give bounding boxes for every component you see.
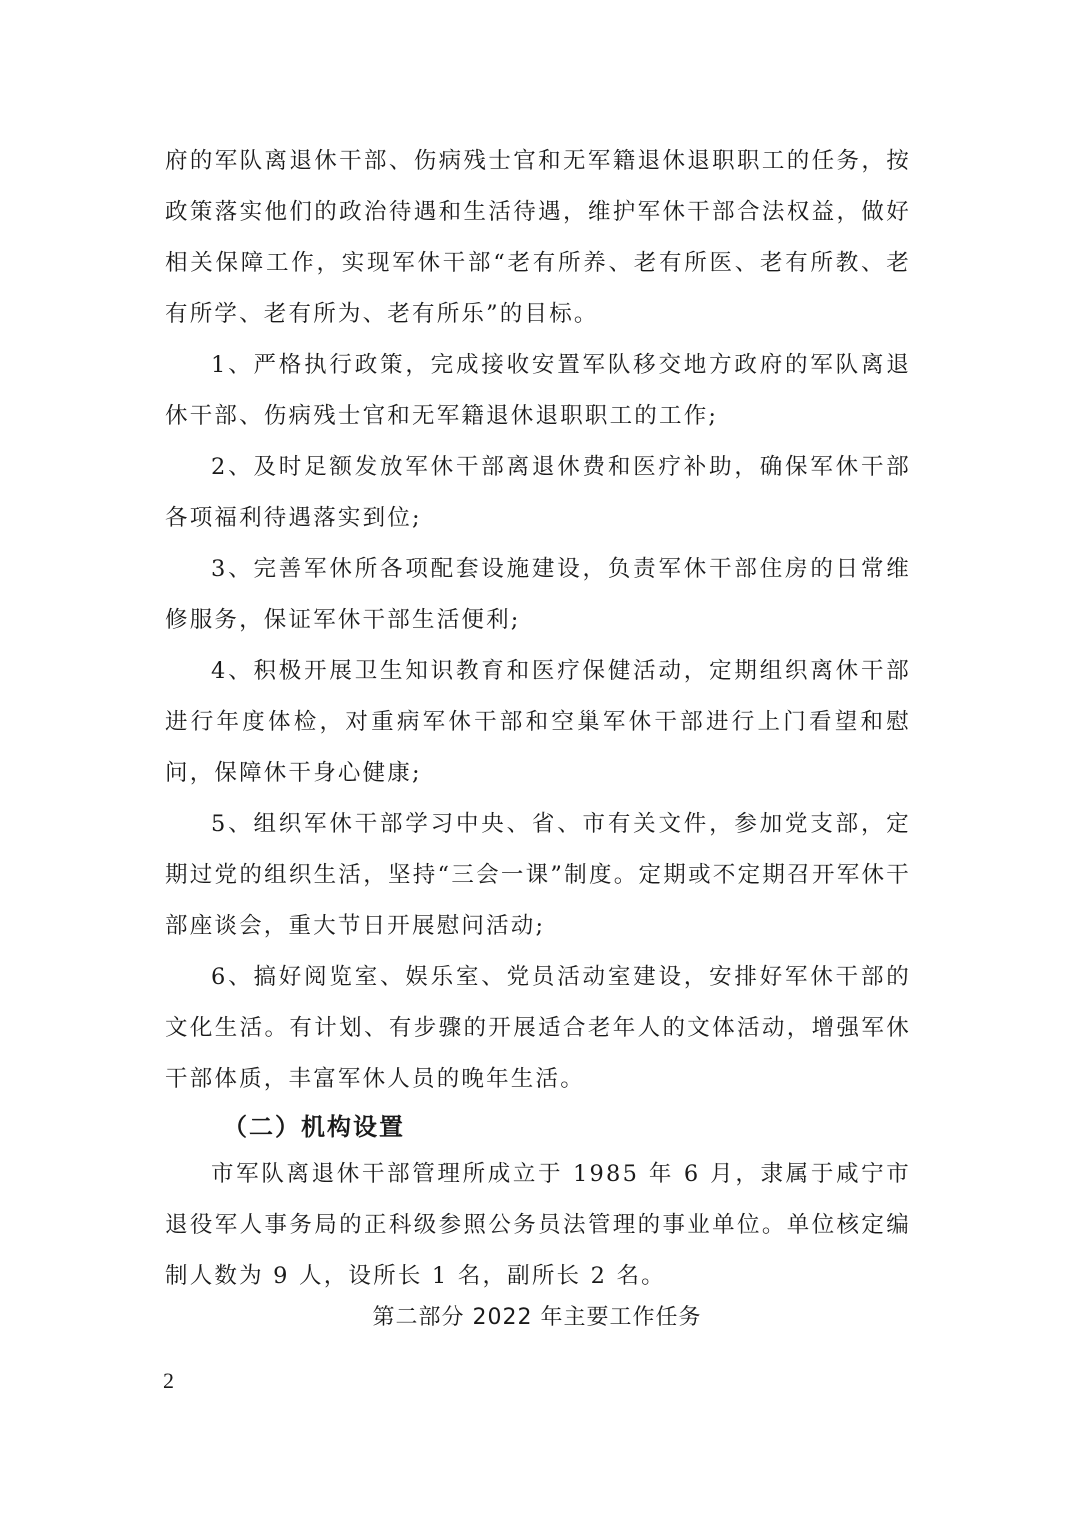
paragraph-org-structure: 市军队离退休干部管理所成立于 1985 年 6 月，隶属于咸宁市退役军人事务局的正科级参照公务员法管理的事业单位。单位核定编制人数为 9 人，设所长 1 名，副所长 2 名。: [165, 1161, 911, 1289]
paragraph-intro-continuation: 府的军队离退休干部、伤病残士官和无军籍退休退职职工的任务，按政策落实他们的政治待遇和生活待遇，维护军休干部合法权益，做好相关保障工作，实现军休干部“老有所养、老有所医、老有所教、老有所学、老有所为、老有所乐”的目标。: [165, 148, 911, 327]
paragraph-item-2: 2、及时足额发放军休干部离退休费和医疗补助，确保军休干部各项福利待遇落实到位;: [165, 454, 911, 531]
document-body: [165, 136, 911, 1302]
paragraph-item-6: 6、搞好阅览室、娱乐室、党员活动室建设，安排好军休干部的文化生活。有计划、有步骤的开展适合老年人的文体活动，增强军休干部体质，丰富军休人员的晚年生活。: [165, 964, 911, 1092]
paragraph-item-5: 5、组织军休干部学习中央、省、市有关文件，参加党支部，定期过党的组织生活，坚持“三会一课”制度。定期或不定期召开军休干部座谈会，重大节日开展慰问活动;: [165, 811, 911, 939]
subheading-org-structure: （二）机构设置: [223, 1112, 405, 1141]
page-number: 2: [163, 1368, 174, 1393]
paragraph-item-3: 3、完善军休所各项配套设施建设，负责军休干部住房的日常维修服务，保证军休干部生活便利;: [165, 556, 911, 633]
section-heading-part-two: 第二部分 2022 年主要工作任务: [372, 1305, 702, 1330]
paragraph-item-1: 1、严格执行政策，完成接收安置军队移交地方政府的军队离退休干部、伤病残士官和无军籍退休退职职工的工作;: [165, 352, 911, 429]
paragraph-item-4: 4、积极开展卫生知识教育和医疗保健活动，定期组织离休干部进行年度体检，对重病军休干部和空巢军休干部进行上门看望和慰问，保障休干身心健康;: [165, 658, 911, 786]
